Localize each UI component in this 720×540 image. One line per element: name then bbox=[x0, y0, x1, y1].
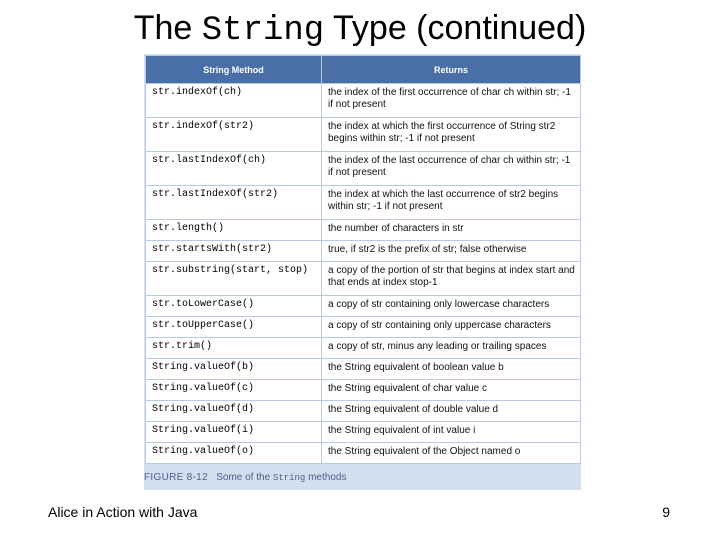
table-row bbox=[146, 380, 581, 401]
method-cell: str.trim() bbox=[146, 338, 322, 359]
table-body bbox=[146, 84, 581, 464]
method-cell: str.startsWith(str2) bbox=[146, 241, 322, 262]
table-row bbox=[146, 186, 581, 220]
table-row bbox=[146, 262, 581, 296]
returns-cell: the String equivalent of char value c bbox=[322, 380, 581, 401]
method-cell: str.toUpperCase() bbox=[146, 317, 322, 338]
title-suffix: Type (continued) bbox=[324, 9, 587, 47]
footer-book-title: Alice in Action with Java bbox=[48, 504, 198, 520]
method-cell: str.toLowerCase() bbox=[146, 296, 322, 317]
method-cell: str.lastIndexOf(ch) bbox=[146, 152, 322, 186]
table-row bbox=[146, 118, 581, 152]
method-cell: str.indexOf(ch) bbox=[146, 84, 322, 118]
returns-cell: the index of the last occurrence of char ch within str; -1 if not present bbox=[322, 152, 581, 186]
table-row bbox=[146, 84, 581, 118]
method-cell: str.substring(start, stop) bbox=[146, 262, 322, 296]
method-cell: String.valueOf(d) bbox=[146, 401, 322, 422]
method-cell: String.valueOf(c) bbox=[146, 380, 322, 401]
title-prefix: The bbox=[133, 9, 202, 47]
method-cell: str.lastIndexOf(str2) bbox=[146, 186, 322, 220]
method-cell: String.valueOf(b) bbox=[146, 359, 322, 380]
figure-label: FIGURE 8-12 bbox=[144, 472, 208, 483]
returns-cell: the String equivalent of the Object named o bbox=[322, 443, 581, 464]
table-row bbox=[146, 443, 581, 464]
table-row bbox=[146, 220, 581, 241]
caption-code: String bbox=[272, 473, 306, 483]
table-row bbox=[146, 152, 581, 186]
table-row bbox=[146, 401, 581, 422]
table-row bbox=[146, 241, 581, 262]
returns-cell: a copy of str, minus any leading or trailing spaces bbox=[322, 338, 581, 359]
method-cell: String.valueOf(i) bbox=[146, 422, 322, 443]
method-cell: str.indexOf(str2) bbox=[146, 118, 322, 152]
caption-text-after: methods bbox=[305, 472, 347, 483]
returns-cell: the index at which the last occurrence of str2 begins within str; -1 if not present bbox=[322, 186, 581, 220]
title-code: String bbox=[201, 12, 325, 50]
returns-cell: a copy of the portion of str that begins at index start and that ends at index stop-1 bbox=[322, 262, 581, 296]
returns-cell: true, if str2 is the prefix of str; false otherwise bbox=[322, 241, 581, 262]
returns-cell: the String equivalent of int value i bbox=[322, 422, 581, 443]
returns-cell: the index of the first occurrence of char ch within str; -1 if not present bbox=[322, 84, 581, 118]
slide-title bbox=[0, 6, 720, 53]
method-cell: str.length() bbox=[146, 220, 322, 241]
returns-cell: the index at which the first occurrence of String str2 begins within str; -1 if not present bbox=[322, 118, 581, 152]
returns-cell: the number of characters in str bbox=[322, 220, 581, 241]
table-row bbox=[146, 296, 581, 317]
table-row bbox=[146, 317, 581, 338]
table-row bbox=[146, 338, 581, 359]
table-header-row bbox=[146, 56, 581, 84]
table-row bbox=[146, 422, 581, 443]
returns-cell: the String equivalent of double value d bbox=[322, 401, 581, 422]
figure-caption bbox=[144, 472, 346, 483]
caption-text-before: Some of the bbox=[216, 472, 273, 483]
returns-cell: the String equivalent of boolean value b bbox=[322, 359, 581, 380]
string-methods-table bbox=[145, 55, 581, 464]
returns-cell: a copy of str containing only uppercase characters bbox=[322, 317, 581, 338]
header-string-method: String Method bbox=[146, 56, 322, 84]
figure-8-12 bbox=[144, 54, 581, 490]
method-cell: String.valueOf(o) bbox=[146, 443, 322, 464]
page-number: 9 bbox=[662, 504, 670, 520]
table-row bbox=[146, 359, 581, 380]
returns-cell: a copy of str containing only lowercase characters bbox=[322, 296, 581, 317]
header-returns: Returns bbox=[322, 56, 581, 84]
